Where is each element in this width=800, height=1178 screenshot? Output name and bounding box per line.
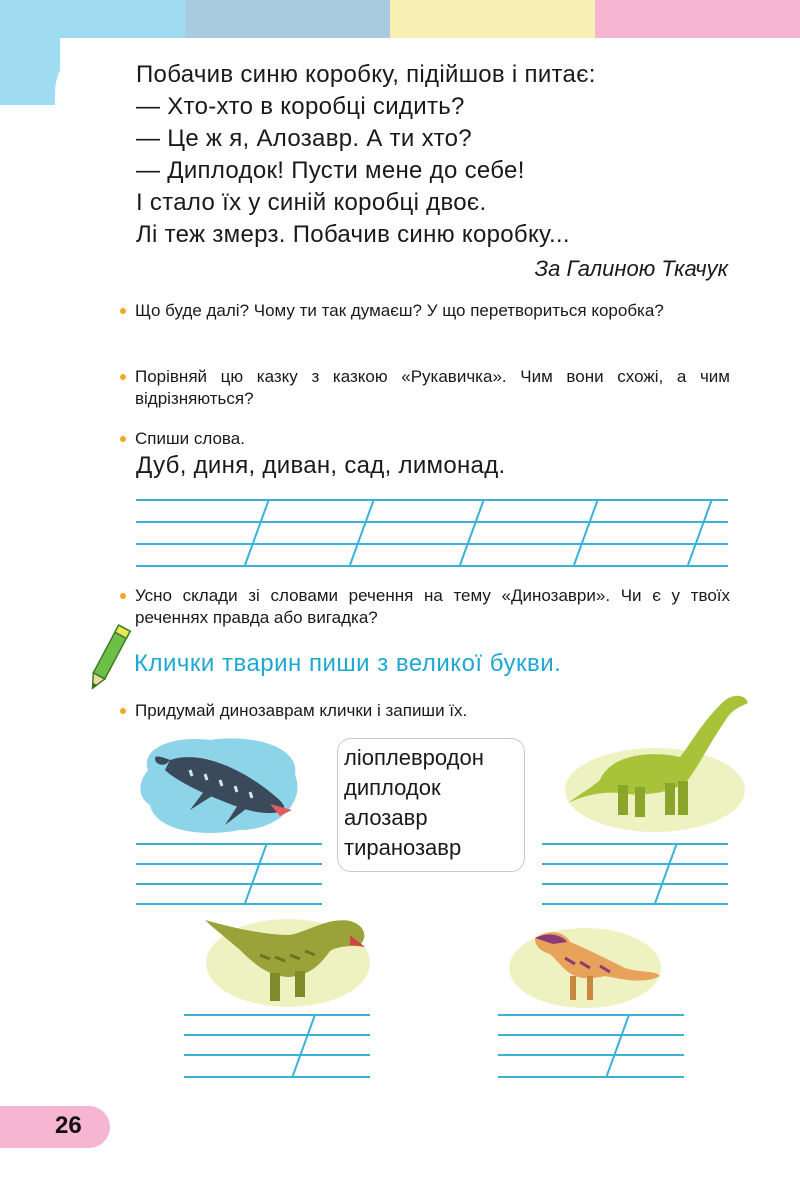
brachiosaur-image: [560, 685, 760, 835]
task-question-3: [120, 428, 730, 450]
bullet-dot-icon: [120, 708, 126, 714]
story-line: — Диплодок! Пусти мене до себе!: [136, 157, 525, 184]
pliosaur-image: [130, 730, 310, 840]
tyrannosaur-image: [200, 905, 375, 1010]
task-question-1: [120, 300, 730, 322]
word-item: тиранозавр: [344, 835, 462, 860]
pencil-icon: [84, 620, 132, 696]
task-text: Порівняй цю казку з казкою «Рукавичка». Чим вони схожі, а чим відрізняються?: [135, 367, 730, 408]
bullet-dot-icon: [120, 436, 126, 442]
allosaur-image: [505, 918, 665, 1013]
header-strip-pink: [595, 0, 800, 38]
header-strip-yellow: [390, 0, 595, 38]
bullet-dot-icon: [120, 374, 126, 380]
page-number: 26: [55, 1112, 82, 1139]
copy-words: Дуб, диня, диван, сад, лимонад.: [136, 452, 506, 479]
task-question-4: [120, 585, 730, 629]
story-line: І стало їх у синій коробці двоє.: [136, 189, 487, 216]
word-item: диплодок: [344, 775, 441, 800]
corner-tab: [0, 0, 60, 105]
task-text: Усно склади зі словами речення на тему «Динозаври». Чи є у твоїх реченнях правда або вигадка?: [135, 586, 730, 627]
bullet-dot-icon: [120, 308, 126, 314]
task-text: Придумай динозаврам клички і запиши їх.: [135, 701, 468, 720]
task-question-2: [120, 366, 730, 410]
header-strip-steel: [185, 0, 390, 38]
word-item: алозавр: [344, 805, 428, 830]
story-author: За Галиною Ткачук: [534, 256, 728, 281]
task-text: Спиши слова.: [135, 429, 245, 448]
rule-note: Клички тварин пиши з великої букви.: [134, 650, 562, 677]
story-line: — Хто-хто в коробці сидить?: [136, 93, 465, 120]
story-line: — Це ж я, Алозавр. А ти хто?: [136, 125, 472, 152]
story-line: Побачив синю коробку, підійшов і питає:: [136, 61, 596, 88]
word-item: ліоплевродон: [344, 745, 484, 770]
bullet-dot-icon: [120, 593, 126, 599]
task-text: Що буде далі? Чому ти так думаєш? У що перетвориться коробка?: [135, 301, 664, 320]
story-line: Лі теж змерз. Побачив синю коробку...: [136, 221, 570, 248]
dinosaur-word-box: [337, 738, 525, 872]
